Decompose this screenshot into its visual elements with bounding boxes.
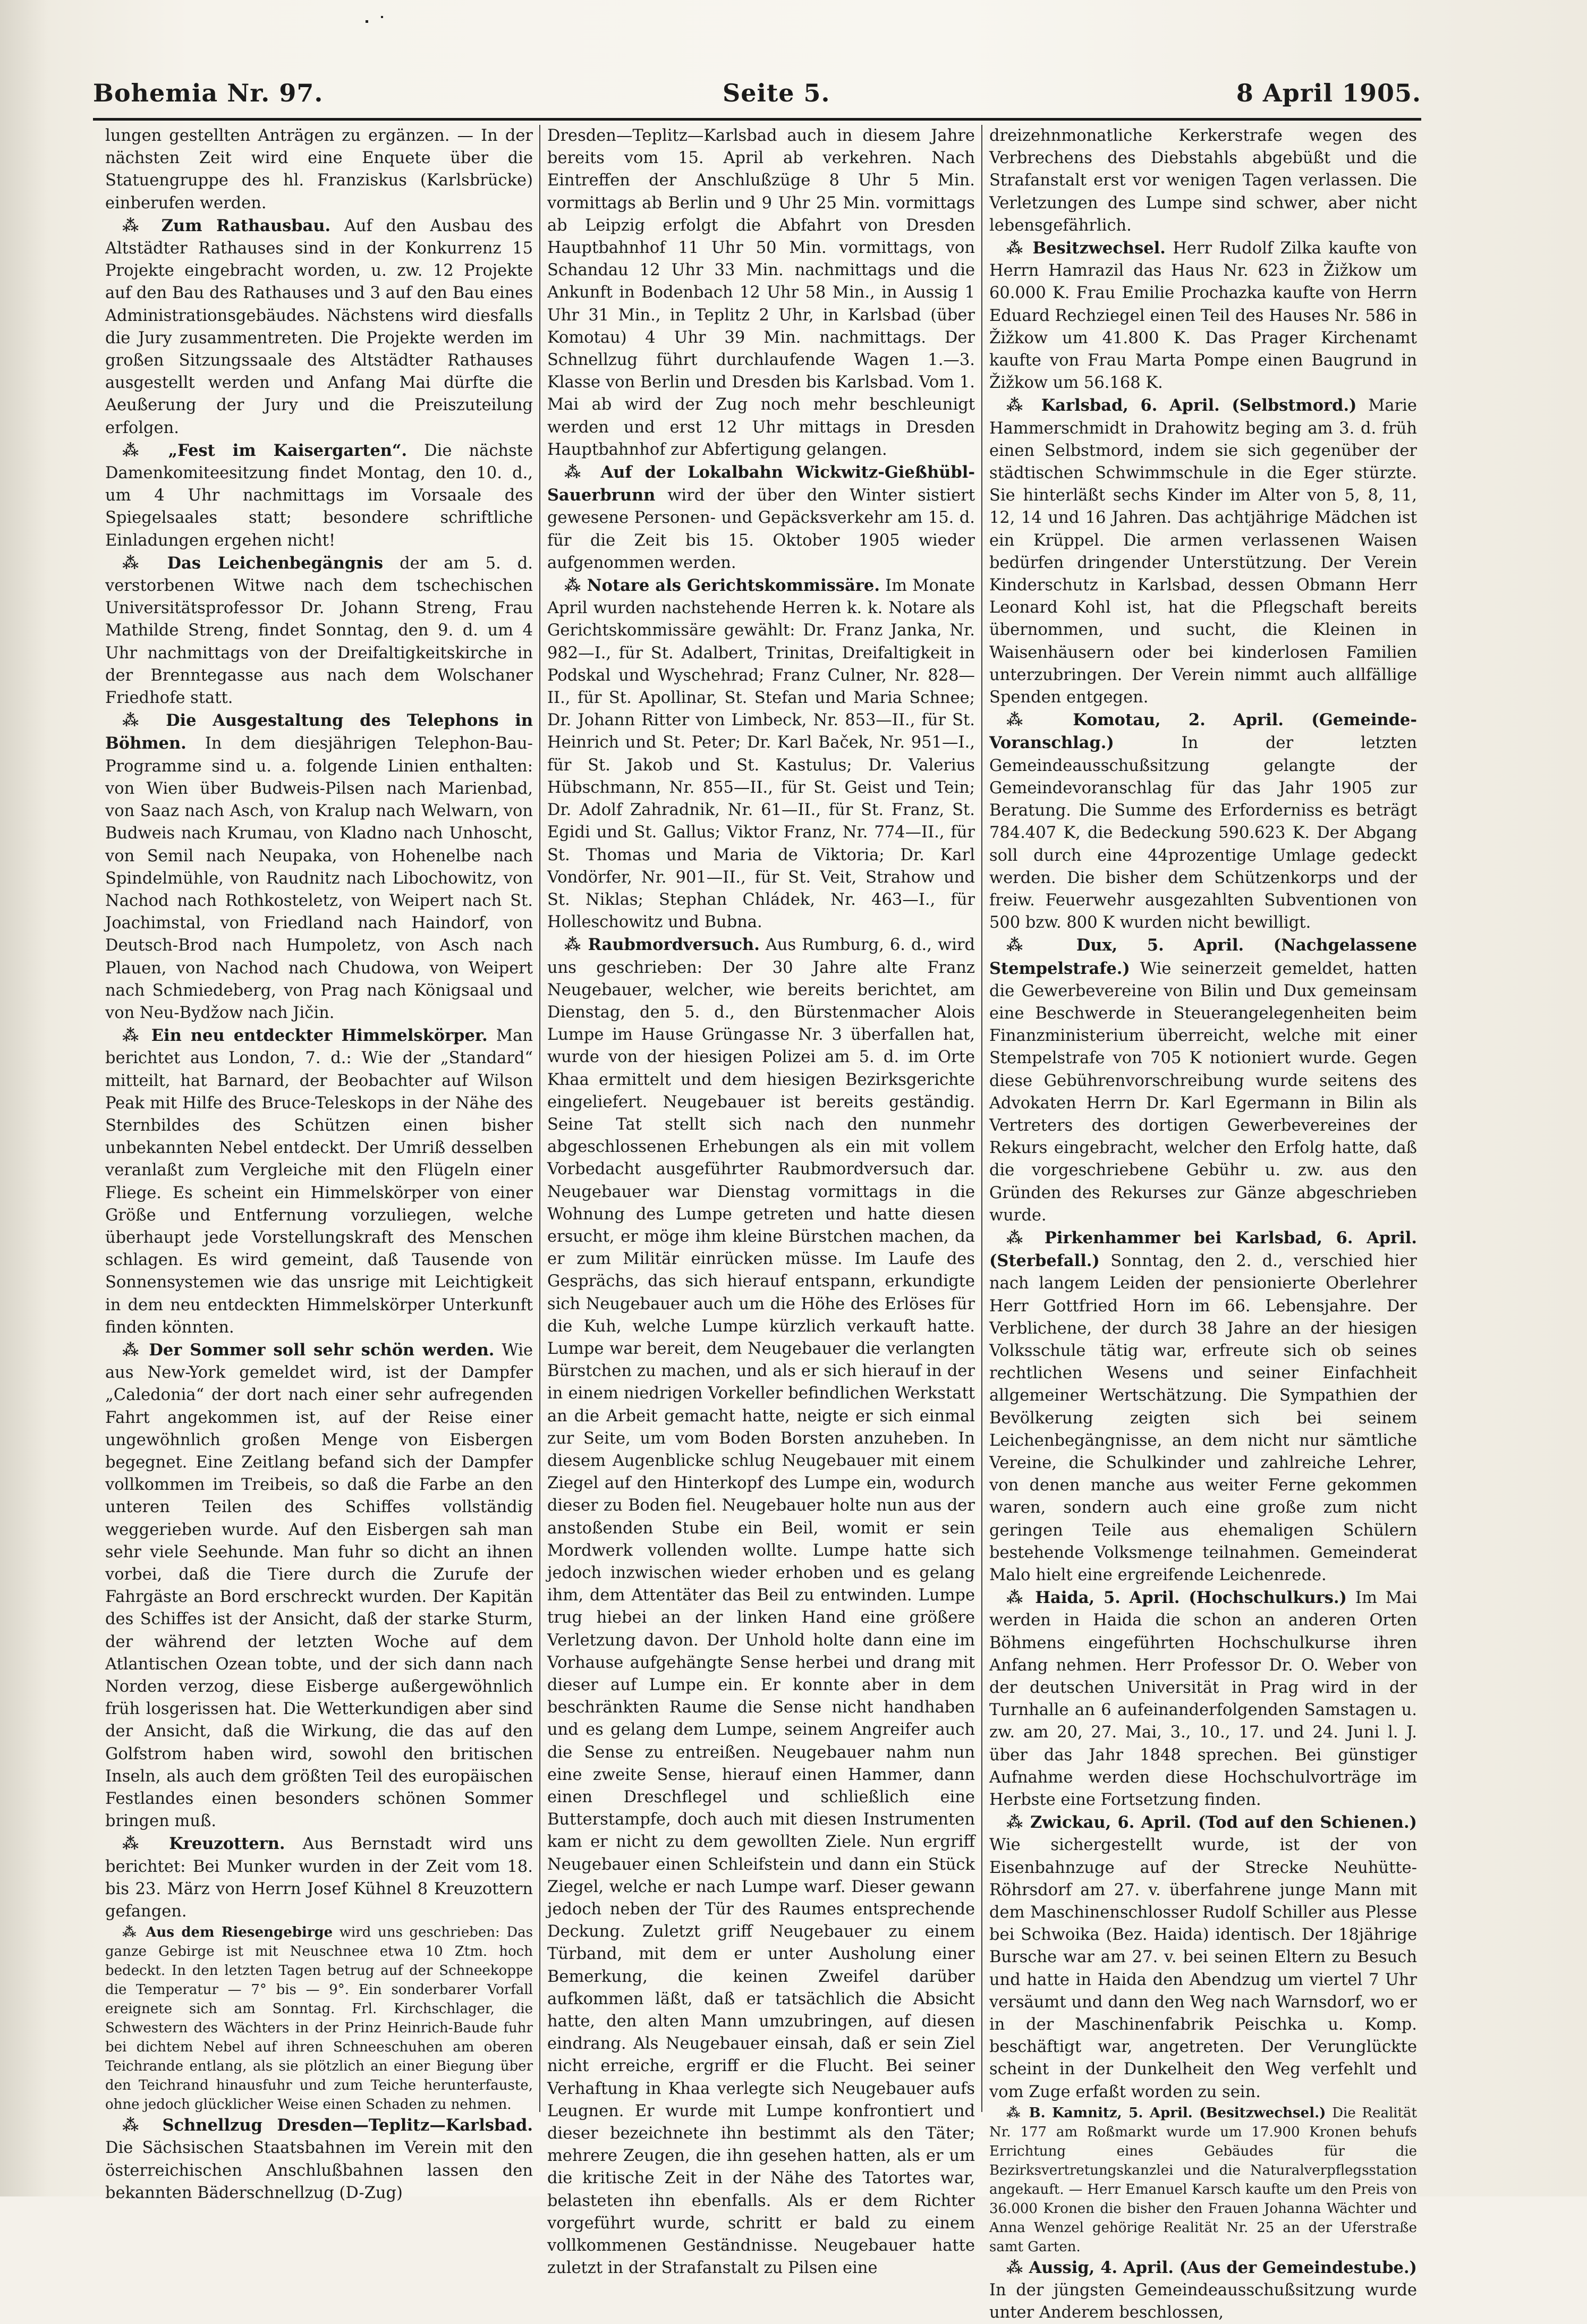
article	[105, 709, 533, 1024]
asterism-icon: ⁂	[1006, 1588, 1036, 1608]
article-continuation	[105, 125, 533, 215]
article-body: Im Monate April wurden nachstehende Herren k. k. Notare als Gerichtskommissäre gewählt: Dr. Franz Janka, Nr. 982—I., für St. Adalbert, Trinitas, Dreifaltigkeit in Podskal und Wyschehrad; Franz Culner, Nr. 828—II., für St. Apollinar, St. Stefan und Maria Schnee; Dr. Johann Ritter von Limbeck, Nr. 853—II., für St. Heinrich und St. Peter; Dr. Karl Baček, Nr. 951—I., für St. Jakob und St. Kastulus; Dr. Valerius Hübschmann, Nr. 855—II., für St. Geist und Tein; Dr. Adolf Zahradnik, Nr. 61—II., für St. Franz, St. Egidi und St. Gallus; Viktor Franz, Nr. 774—II., für St. Thomas und Maria de Viktoria; Dr. Karl Vondörfer, Nr. 901—II., für St. Veit, Strahow und St. Niklas; Stephan Chládek, Nr. 463—I., für Holleschowitz und Bubna.	[547, 576, 975, 932]
article-headline: Die Ausgestaltung des Telephons in Böhmen.	[105, 711, 533, 753]
column-divider	[539, 125, 540, 2112]
article-body: Die nächste Damenkomiteesitzung findet Montag, den 10. d., um 4 Uhr nachmittags im Vorsaale des Spiegelsaales statt; besondere schriftliche Einladungen ergehen nicht!	[105, 441, 533, 550]
article	[989, 709, 1417, 934]
article-body: Wie sichergestellt wurde, ist der von Eisenbahnzuge auf der Strecke Neuhütte-Röhrsdorf am 27. v. überfahrene junge Mann mit dem Maschinenschlosser Rudolf Schiller aus Plesse bei Schwoika (Bez. Haida) identisch. Der 18jährige Bursche war am 27. v. bei seinen Eltern zu Besuch und hatte in Haida den Abendzug um viertel 7 Uhr versäumt und dann den Weg nach Warnsdorf, wo er in der Maschinenfabrik Peischka u. Komp. beschäftigt war, angetreten. Der Verunglückte scheint in der Dunkelheit den Weg verfehlt und vom Zuge erfaßt worden zu sein.	[989, 1836, 1417, 2101]
article	[989, 1587, 1417, 1811]
article-headline: Das Leichenbegängnis	[167, 553, 384, 573]
article	[989, 1811, 1417, 2104]
asterism-icon: ⁂	[1006, 710, 1073, 730]
article-body: dreizehnmonatliche Kerkerstrafe wegen des Verbrechens des Diebstahls abgebüßt und die Strafanstalt erst vor wenigen Tagen verlassen. Die Verletzungen des Lumpe sind schwer, aber nicht lebensgefährlich.	[989, 126, 1417, 235]
column-3	[989, 125, 1417, 2322]
article-body: lungen gestellten Anträgen zu ergänzen. — In der nächsten Zeit wird eine Enquete über die Statuengruppe des hl. Franziskus (Karlsbrücke) einberufen werden.	[105, 126, 533, 213]
article	[105, 552, 533, 709]
article-body: Aus Bernstadt wird uns berichtet: Bei Munker wurden in der Zeit vom 18. bis 23. März von Herrn Josef Kühnel 8 Kreuzottern gefangen.	[105, 1835, 533, 1921]
asterism-icon: ⁂	[122, 1340, 149, 1360]
article	[547, 574, 975, 934]
article	[989, 237, 1417, 394]
article	[989, 934, 1417, 1227]
article	[547, 461, 975, 574]
asterism-icon: ⁂	[122, 711, 166, 731]
article-body: Die Sächsischen Staatsbahnen im Verein mit den österreichischen Anschlußbahnen lassen den bekannten Bäderschnellzug (D-Zug)	[105, 2139, 533, 2202]
print-speck	[381, 16, 383, 18]
header-rule	[93, 118, 1421, 121]
column-1	[105, 125, 533, 2202]
article-headline: Der Sommer soll sehr schön werden.	[149, 1340, 495, 1360]
article	[105, 1339, 533, 1833]
article	[105, 1923, 533, 2114]
article-body: In der letzten Gemeindeausschußsitzung gelangte der Gemeindevoranschlag für das Jahr 1905 zur Beratung. Die Summe des Erforderniss es beträgt 784.407 K, die Bedeckung 590.623 K. Der Abgang soll durch eine 44prozentige Umlage gedeckt werden. Die bisher dem Schützenkorps und der freiw. Feuerwehr ausgezahlten Subventionen von 500 bzw. 800 K wurden nicht bewilligt.	[989, 734, 1417, 932]
article-headline: Komotau, 2. April. (Gemeinde-Voranschlag.)	[989, 710, 1417, 753]
article-continuation	[989, 125, 1417, 237]
article-body: wird uns geschrieben: Das ganze Gebirge ist mit Neuschnee etwa 10 Ztm. hoch bedeckt. In den letzten Tagen betrug auf der Schneekoppe die Temperatur — 7° bis — 9°. Ein sonderbarer Vorfall ereignete sich am Sonntag. Frl. Kirchschlager, die Schwestern des Wächters in der Prinz Heinrich-Baude fuhr bei dichtem Nebel auf ihren Schneeschuhen am oberen Teichrande entlang, als sie plötzlich an einer Biegung über den Teichrand hinausfuhr und zum Teiche herunterfauste, ohne jedoch glücklicher Weise einen Schaden zu nehmen.	[105, 1924, 533, 2113]
asterism-icon: ⁂	[1006, 1228, 1045, 1248]
newspaper-title: Bohemia Nr. 97.	[93, 79, 324, 107]
article-headline: Zum Rathausbau.	[161, 216, 331, 235]
article-body: Herr Rudolf Zilka kaufte von Herrn Hamrazil das Haus Nr. 623 in Žižkow um 60.000 K. Frau Emilie Prochazka kaufte von Herrn Eduard Rechziegel einen Teil des Hauses Nr. 586 in Žižkow um 41.800 K. Das Prager Kirchenamt kaufte von Frau Marta Pompe einen Baugrund in Žižkow um 56.168 K.	[989, 239, 1417, 393]
asterism-icon: ⁂	[122, 216, 162, 235]
asterism-icon: ⁂	[1006, 936, 1076, 955]
article-continuation	[547, 125, 975, 461]
asterism-icon: ⁂	[1006, 2105, 1029, 2121]
article	[547, 934, 975, 2279]
asterism-icon: ⁂	[122, 2116, 163, 2135]
asterism-icon: ⁂	[122, 440, 168, 460]
asterism-icon: ⁂	[1006, 2258, 1029, 2277]
article-headline: Kreuzottern.	[169, 1834, 285, 1854]
article	[989, 2257, 1417, 2324]
column-divider	[981, 125, 982, 2112]
article-headline: Haida, 5. April. (Hochschulkurs.)	[1035, 1588, 1347, 1608]
asterism-icon: ⁂	[1006, 239, 1033, 258]
asterism-icon: ⁂	[564, 576, 587, 596]
article-headline: B. Kamnitz, 5. April. (Besitzwechsel.)	[1029, 2105, 1326, 2121]
article-body: In der jüngsten Gemeindeausschußsitzung wurde unter Anderem beschlossen,	[989, 2281, 1417, 2322]
article	[105, 1024, 533, 1339]
article	[105, 2114, 533, 2204]
asterism-icon: ⁂	[1006, 1813, 1030, 1833]
article-body: Man berichtet aus London, 7. d.: Wie der „Standard“ mitteilt, hat Barnard, der Beobachter auf Wilson Peak mit Hilfe des Bruce-Teleskops in der Nähe des Sternbildes des Schützen einen bisher unbekannten Nebel entdeckt. Der Umriß desselben veranlaßt zum Vergleiche mit den Flügeln einer Fliege. Es scheint ein Himmelskörper von einer Größe und Entfernung vorzuliegen, welche überhaupt jede Vorstellungskraft des Menschen schlagen. Es wird gemeint, daß Tausende von Sonnensystemen wie das unsrige mit Leichtigkeit in dem neu entdeckten Himmelskörper Unterkunft finden könnten.	[105, 1027, 533, 1337]
asterism-icon: ⁂	[564, 935, 588, 955]
asterism-icon: ⁂	[122, 1924, 146, 1941]
article-body: Sonntag, den 2. d., verschied hier nach langem Leiden der pensionierte Oberlehrer Herr Gottfried Horn im 66. Lebensjahre. Der Verblichene, der durch 38 Jahre an der hiesigen Volksschule tätig war, erfreute sich ob seines rechtlichen Wesens und seiner Einfachheit allgemeiner Wertschätzung. Die Sympathien der Bevölkerung zeigten sich bei seinem Leichenbegängnisse, an dem nicht nur sämtliche Vereine, die Schulkinder und zahlreiche Lehrer, von denen manche aus weiter Ferne gekommen waren, sondern auch eine große zum nicht geringen Teile aus ehemaligen Schülern bestehende Volksmenge teilnahmen. Gemeinderat Malo hielt eine ergreifende Leichenrede.	[989, 1252, 1417, 1584]
article-body: Dresden—Teplitz—Karlsbad auch in diesem Jahre bereits vom 15. April ab verkehren. Nach Eintreffen der Anschlußzüge 8 Uhr 5 Min. vormittags ab Berlin und 9 Uhr 25 Min. vormittags ab Leipzig erfolgt die Abfahrt von Dresden Hauptbahnhof 11 Uhr 50 Min. vormittags, von Schandau 12 Uhr 33 Min. nachmittags und die Ankunft in Bodenbach 12 Uhr 58 Min., in Aussig 1 Uhr 31 Min., in Teplitz 2 Uhr, in Karlsbad (über Komotau) 4 Uhr 39 Min. nachmittags. Der Schnellzug führt durchlaufende Wagen 1.—3. Klasse von Berlin und Dresden bis Karlsbad. Vom 1. Mai ab wird der Zug noch mehr beschleunigt werden und erst 12 Uhr mittags in Dresden Hauptbahnhof zur Abfertigung gelangen.	[547, 126, 975, 459]
article	[105, 439, 533, 552]
issue-date: 8 April 1905.	[1236, 79, 1421, 107]
article-headline: Karlsbad, 6. April. (Selbstmord.)	[1041, 396, 1357, 415]
article-body: Die Realität Nr. 177 am Roßmarkt wurde um 17.900 Kronen behufs Errichtung eines Gebäudes für die Bezirksvertretungskanzlei und die Naturalverpflegsstation angekauft. — Herr Emanuel Karsch kaufte um den Preis von 36.000 Kronen die bisher den Frauen Johanna Wächter und Anna Wenzel gehörige Realität Nr. 25 an der Uferstraße samt Garten.	[989, 2105, 1417, 2255]
article-headline: Auf der Lokalbahn Wickwitz-Gießhübl-Sauerbrunn	[547, 463, 975, 505]
article-headline: Pirkenhammer bei Karlsbad, 6. April. (Sterbefall.)	[989, 1228, 1417, 1271]
asterism-icon: ⁂	[122, 1026, 151, 1046]
page-number: Seite 5.	[723, 79, 830, 107]
asterism-icon: ⁂	[122, 1834, 169, 1854]
article-body: Wie aus New-York gemeldet wird, ist der Dampfer „Caledonia“ der dort nach einer sehr aufregenden Fahrt angekommen ist, auf der Reise einer ungewöhnlich großen Menge von Eisbergen begegnet. Eine Zeitlang befand sich der Dampfer vollkommen im Treibeis, so daß die Farbe an den unteren Teilen des Schiffes vollständig weggerieben wurde. Auf den Eisbergen sah man sehr viele Seehunde. Man fuhr so dicht an ihnen vorbei, daß die Tiere durch die Zurufe der Fahrgäste an Bord erschreckt wurden. Der Kapitän des Schiffes ist der Ansicht, daß der starke Sturm, der während der letzten Woche auf dem Atlantischen Ozean tobte, und der sich dann nach Norden verzog, diese Eisberge außergewöhnlich früh losgerissen hat. Die Wetterkundigen aber sind der Ansicht, daß die Wirkung, die das auf den Golfstrom haben wird, sowohl den britischen Inseln, als auch dem größten Teil des europäischen Festlandes einen besonders schönen Sommer bringen muß.	[105, 1341, 533, 1831]
page-header	[93, 79, 1421, 121]
article-body: Auf den Ausbau des Altstädter Rathauses sind in der Konkurrenz 15 Projekte eingebracht worden, u. zw. 12 Projekte auf den Bau des Rathauses und 3 auf den Bau eines Administrationsgebäudes. Nächstens wird diesfalls die Jury zusammentreten. Die Projekte werden im großen Sitzungssaale des Altstädter Rathauses ausgestellt werden und Anfang Mai dürfte die Aeußerung der Jury und die Preiszuteilung erfolgen.	[105, 216, 533, 437]
article-body: Im Mai werden in Haida die schon an anderen Orten Böhmens eingeführten Hochschulkurse ihren Anfang nehmen. Herr Professor Dr. O. Weber von der deutschen Universität in Prag wird in der Turnhalle an 6 aufeinanderfolgenden Samstagen u. zw. am 20, 27. Mai, 3., 10., 17. und 24. Juni l. J. über das Jahr 1848 sprechen. Bei günstiger Aufnahme werden diese Hochschulvorträge im Herbste eine Fortsetzung finden.	[989, 1589, 1417, 1810]
asterism-icon: ⁂	[564, 463, 601, 482]
article-headline: Dux, 5. April. (Nachgelassene Stempelstrafe.)	[989, 936, 1417, 978]
article-headline: Aussig, 4. April. (Aus der Gemeindestube.)	[1029, 2258, 1417, 2277]
article-body: Wie seinerzeit gemeldet, hatten die Gewerbevereine von Bilin und Dux gemeinsam eine Beschwerde in Steuerangelegenheiten beim Finanzministerium überreicht, welche mit einer Stempelstrafe von 705 K notioniert wurde. Gegen diese Gebührenvorschreibung wurde seitens des Advokaten Herrn Dr. Karl Egermann in Bilin als Vertreters des dortigen Gewerbevereines der Rekurs eingebracht, welcher den Erfolg hatte, daß die vorgeschriebene Gebühr u. zw. aus den Gründen des Rekurses zur Gänze abgeschrieben wurde.	[989, 959, 1417, 1225]
article-headline: „Fest im Kaisergarten“.	[168, 440, 408, 460]
article-body: In dem diesjährigen Telephon-Bau-Programme sind u. a. folgende Linien enthalten: von Wien über Budweis-Pilsen nach Marienbad, von Saaz nach Asch, von Kralup nach Welwarn, von Budweis nach Krumau, von Kladno nach Unhoscht, von Semil nach Neupaka, von Hohenelbe nach Spindelmühle, von Raudnitz nach Libochowitz, von Nachod nach Rothkosteletz, von Weipert nach St. Joachimstal, von Friedland nach Haindorf, von Deutsch-Brod nach Humpoletz, von Asch nach Plauen, von Nachod nach Chudowa, von Weipert nach Schmiedeberg, von Prag nach Königsaal und von Neu-Bydžow nach Jičin.	[105, 734, 533, 1022]
article-headline: Raubmordversuch.	[588, 935, 760, 955]
article-body: Aus Rumburg, 6. d., wird uns geschrieben: Der 30 Jahre alte Franz Neugebauer, welcher, wie bereits berichtet, am Dienstag, den 5. d., den Bürstenmacher Alois Lumpe im Hause Grüngasse Nr. 3 überfallen hat, wurde von der hiesigen Polizei am 5. d. im Orte Khaa ermittelt und dem hiesigen Bezirksgerichte eingeliefert. Neugebauer ist bereits geständig. Seine Tat stellt sich nach den nunmehr abgeschlossenen Erhebungen als ein mit vollem Vorbedacht ausgeführter Raubmordversuch dar. Neugebauer war Dienstag vormittags in die Wohnung des Lumpe getreten und hatte diesen ersucht, er möge ihm kleine Bürstchen machen, da er zum Militär einrücken müsse. Im Laufe des Gesprächs, das sich hierauf entspann, erkundigte sich Neugebauer auch um die Höhe des Erlöses für die Kuh, welche Lumpe kürzlich verkauft hatte. Lumpe war bereit, dem Neugebauer die verlangten Bürstchen zu machen, und als er sich hierauf in der in einem niedrigen Vorkeller befindlichen Werkstatt an die Arbeit gemacht hatte, neigte er sich einmal zur Seite, um vom Boden Borsten anzuheben. In diesem Augenblicke schlug Neugebauer mit einem Ziegel auf den Hinterkopf des Lumpe ein, wodurch dieser zu Boden fiel. Neugebauer holte nun aus der anstoßenden Stube ein Beil, womit er sein Mordwerk vollenden wollte. Lumpe hatte sich jedoch inzwischen wieder erhoben und es gelang ihm, dem Attentäter das Beil zu entwinden. Lumpe trug hiebei an der linken Hand eine größere Verletzung davon. Der Unhold holte dann eine im Vorhause aufgehängte Sense herbei und drang mit dieser auf Lumpe ein. Er konnte aber in dem beschränkten Raume die Sense nicht handhaben und es gelang dem Lumpe, seinem Angreifer auch die Sense zu entreißen. Neugebauer nahm nun eine zweite Sense, hierauf einen Hammer, dann einen Dreschflegel und schließlich eine Butterstampfe, doch auch mit diesen Instrumenten kam er nicht zu dem gewollten Ziele. Nun ergriff Neugebauer einen Schleifstein und dann ein Stück Ziegel, welche er nach Lumpe warf. Dieser gewann jedoch neben der Tür des Raumes entsprechende Deckung. Zuletzt griff Neugebauer zu einem Türband, mit dem er unter Ausholung einer Bemerkung, die keinen Zweifel darüber aufkommen läßt, daß er tatsächlich die Absicht hatte, den alten Mann umzubringen, auf diesen eindrang. Als Neugebauer einsah, daß er sein Ziel nicht erreiche, ergriff er die Flucht. Bei seiner Verhaftung in Khaa verlegte sich Neugebauer aufs Leugnen. Er wurde mit Lumpe konfrontiert und dieser bezeichnete ihn bestimmt als den Täter; mehrere Zeugen, die ihn gesehen hatten, als er um die kritische Zeit in der Nähe des Tatortes war, belasteten ihn ebenfalls. Als er dem Richter vorgeführt wurde, schritt er bald zu einem vollkommenen Geständnisse. Neugebauer hatte zuletzt in der Strafanstalt zu Pilsen eine	[547, 936, 975, 2278]
article-headline: Zwickau, 6. April. (Tod auf den Schienen.)	[1030, 1813, 1417, 1833]
article-headline: Notare als Gerichtskommissäre.	[587, 576, 880, 596]
asterism-icon: ⁂	[1006, 396, 1041, 415]
article	[989, 2104, 1417, 2257]
column-2	[547, 125, 975, 2278]
article-headline: Schnellzug Dresden—Teplitz—Karlsbad.	[162, 2116, 533, 2135]
article-headline: Ein neu entdeckter Himmelskörper.	[151, 1026, 488, 1046]
article-headline: Besitzwechsel.	[1032, 239, 1166, 258]
article	[989, 1227, 1417, 1587]
article-body: wird der über den Winter sistiert gewesene Personen- und Gepäcksverkehr am 15. d. für die Zeit bis 15. Oktober 1905 wieder aufgenommen werden.	[547, 486, 975, 572]
asterism-icon: ⁂	[122, 553, 167, 573]
print-speck	[366, 20, 368, 23]
article	[105, 1833, 533, 1923]
article-body: Marie Hammerschmidt in Drahowitz beging am 3. d. früh einen Selbstmord, indem sie sich gegenüber der städtischen Schwimmschule in die Eger stürzte. Sie hinterläßt sechs Kinder im Alter von 5, 8, 11, 12, 14 und 16 Jahren. Das achtjährige Mädchen ist ein Krüppel. Die armen verlassenen Waisen bedürfen dringender Unterstützung. Der Verein Kinderschutz in Karlsbad, dessen Obmann Herr Leonard Kohl ist, hat die Pflegschaft bereits übernommen, und sucht, die Kleinen in Waisenhäusern oder bei kinderlosen Familien unterzubringen. Der Verein nimmt auch allfällige Spenden entgegen.	[989, 396, 1417, 707]
article	[105, 215, 533, 439]
article-body: der am 5. d. verstorbenen Witwe nach dem tschechischen Universitätsprofessor Dr. Johann Streng, Frau Mathilde Streng, findet Sonntag, den 9. d. um 4 Uhr nachmittags von der Dreifaltigkeitskirche in der Brenntegasse aus nach dem Wolschaner Friedhofe statt.	[105, 554, 533, 708]
article-headline: Aus dem Riesengebirge	[146, 1924, 333, 1941]
article	[989, 394, 1417, 709]
